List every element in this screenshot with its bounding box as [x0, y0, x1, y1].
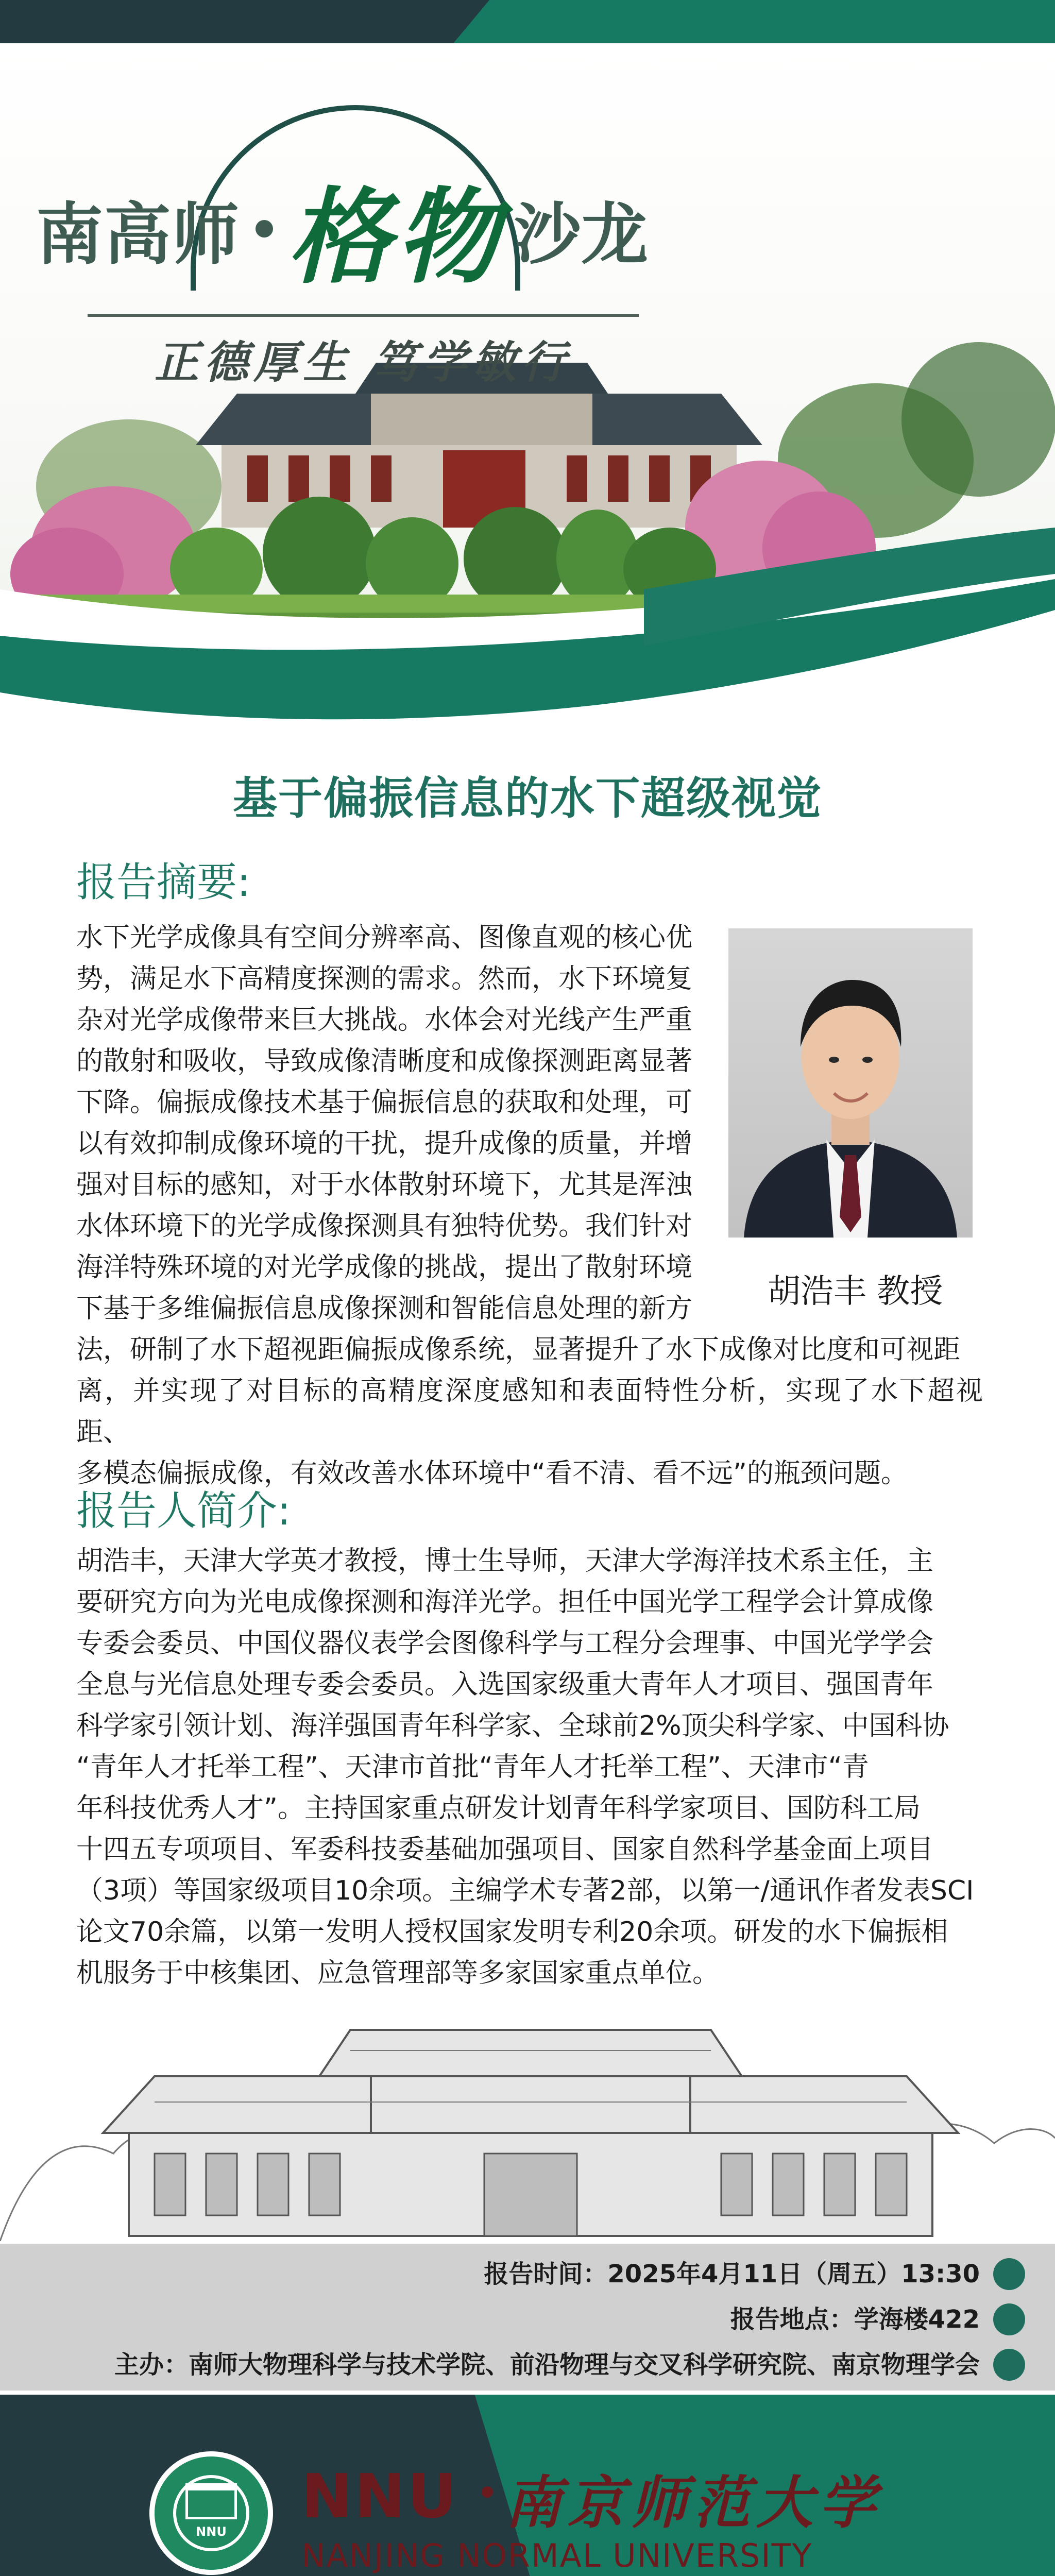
bio-line: 胡浩丰，天津大学英才教授，博士生导师，天津大学海洋技术系主任，主	[76, 1546, 934, 1577]
speaker-photo	[728, 928, 973, 1238]
title-left: 南高师	[36, 195, 241, 274]
event-info-bar	[0, 2244, 1055, 2391]
seal-building-mark	[185, 2483, 237, 2519]
abstract-heading: 报告摘要:	[76, 859, 251, 906]
title-underline	[88, 314, 639, 317]
poster-header	[0, 43, 1055, 734]
university-name-cn: 南京师范大学	[505, 2469, 882, 2536]
seal-text: NNU	[196, 2524, 227, 2539]
nnu-logotype: NNU	[301, 2461, 459, 2532]
bullet-dot-icon	[993, 2349, 1025, 2381]
bio-line: 十四五专项项目、军委科技委基础加强项目、国家自然科学基金面上项目	[76, 1834, 934, 1865]
bio-text	[76, 1540, 983, 1994]
logotype-dot	[482, 2486, 493, 2498]
abstract-line: 离，并实现了对目标的高精度深度感知和表面特性分析，实现了水下超视距、	[76, 1376, 983, 1448]
building-sketch	[0, 1999, 1055, 2241]
bio-line: “青年人才托举工程”、天津市首批“青年人才托举工程”、天津市“青	[76, 1752, 869, 1783]
bio-line: （3项）等国家级项目10余项。主编学术专著2部，以第一/通讯作者发表SCI	[76, 1875, 974, 1906]
event-time: 报告时间：2025年4月11日（周五）13:30	[484, 2260, 980, 2289]
bullet-dot-icon	[993, 2303, 1025, 2335]
bio-line: 要研究方向为光电成像探测和海洋光学。担任中国光学工程学会计算成像	[76, 1587, 934, 1618]
bio-line: 全息与光信息处理专委会委员。入选国家级重大青年人才项目、强国青年	[76, 1669, 934, 1700]
event-host: 主办：南师大物理科学与技术学院、前沿物理与交叉科学研究院、南京物理学会	[114, 2350, 980, 2379]
abstract-line: 水体环境下的光学成像探测具有独特优势。我们针对	[76, 1211, 693, 1242]
university-seal-logo	[149, 2451, 273, 2575]
title-right: 沙龙	[514, 195, 649, 274]
abstract-line: 下基于多维偏振信息成像探测和智能信息处理的新方	[76, 1293, 693, 1324]
bio-line: 科学家引领计划、海洋强国青年科学家、全球前2%顶尖科学家、中国科协	[76, 1710, 949, 1741]
bio-line: 专委会委员、中国仪器仪表学会图像科学与工程分会理事、中国光学学会	[76, 1628, 934, 1659]
bullet-dot-icon	[993, 2258, 1025, 2290]
university-name-en: NANJING NORMAL UNIVERSITY	[301, 2537, 813, 2574]
abstract-line: 多模态偏振成像，有效改善水体环境中“看不清、看不远”的瓶颈问题。	[76, 1458, 908, 1489]
bio-heading: 报告人简介:	[76, 1488, 291, 1534]
green-swoosh	[0, 528, 1055, 734]
talk-title: 基于偏振信息的水下超级视觉	[233, 773, 822, 824]
bio-line: 年科技优秀人才”。主持国家重点研发计划青年科学家项目、国防科工局	[76, 1793, 921, 1824]
speaker-photo-figure	[728, 928, 973, 1238]
top-band-accent	[453, 0, 1055, 43]
abstract-line: 海洋特殊环境的对光学成像的挑战，提出了散射环境	[76, 1252, 693, 1283]
speaker-caption: 胡浩丰 教授	[768, 1273, 943, 1311]
salon-title	[36, 172, 706, 298]
bio-line: 机服务于中核集团、应急管理部等多家国家重点单位。	[76, 1958, 720, 1989]
abstract-line: 势，满足水下高精度探测的需求。然而，水下环境复	[76, 963, 693, 994]
abstract-line: 的散射和吸收，导致成像清晰度和成像探测距离显著	[76, 1046, 693, 1077]
event-place: 报告地点：学海楼422	[730, 2305, 980, 2334]
abstract-line: 下降。偏振成像技术基于偏振信息的获取和处理，可	[76, 1087, 693, 1118]
abstract-line: 杂对光学成像带来巨大挑战。水体会对光线产生严重	[76, 1005, 693, 1036]
abstract-line: 以有效抑制成像环境的干扰，提升成像的质量，并增	[76, 1128, 693, 1159]
motto: 正德厚生 笃学敏行	[155, 336, 571, 388]
title-mid: 格物	[287, 176, 504, 298]
title-dot	[256, 220, 273, 238]
abstract-text	[76, 917, 710, 1329]
footer	[0, 2395, 1055, 2576]
abstract-line: 强对目标的感知，对于水体散射环境下，尤其是浑浊	[76, 1170, 693, 1200]
abstract-line: 水下光学成像具有空间分辨率高、图像直观的核心优	[76, 922, 693, 953]
bio-line: 论文70余篇，以第一发明人授权国家发明专利20余项。研发的水下偏振相	[76, 1917, 948, 1947]
abstract-line: 法，研制了水下超视距偏振成像系统，显著提升了水下成像对比度和可视距	[76, 1334, 961, 1365]
abstract-continuation	[76, 1329, 983, 1494]
